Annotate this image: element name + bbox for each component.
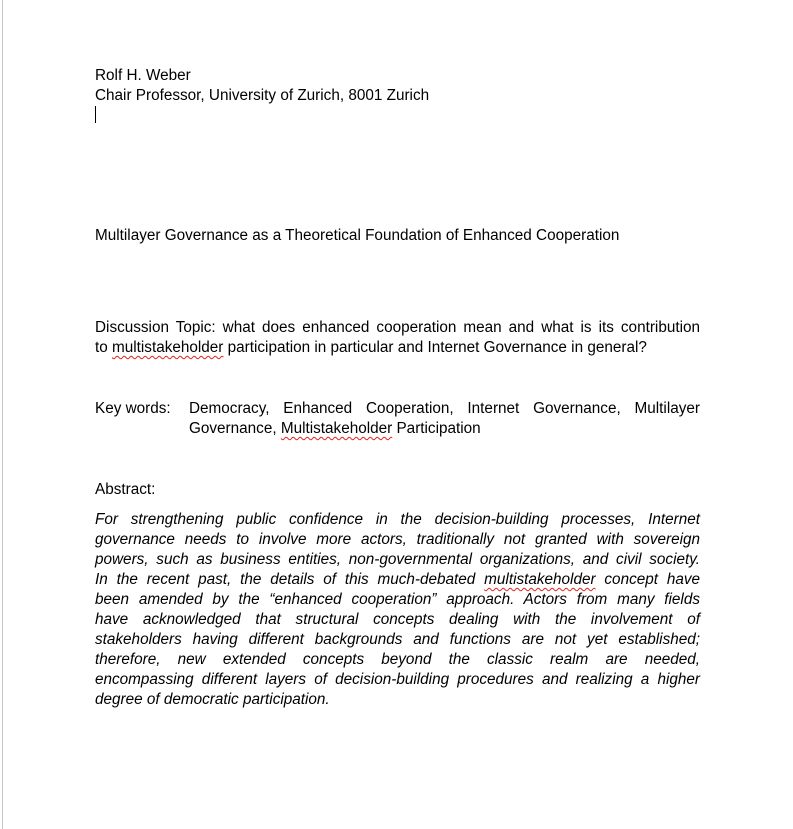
text: participation in particular and Internet Governance in general? — [223, 339, 647, 356]
keywords-line-2 — [189, 419, 481, 439]
abstract-heading: Abstract: — [95, 481, 156, 498]
page-edge — [2, 0, 3, 829]
abstract-line: been amended by the “enhanced cooperation” approach. Actors from many fields — [95, 591, 700, 608]
discussion-topic-line-1: Discussion Topic: what does enhanced cooperation mean and what is its contribution — [95, 319, 700, 336]
keywords-label: Key words: — [95, 400, 171, 417]
discussion-topic-line-2 — [95, 338, 647, 358]
document-title: Multilayer Governance as a Theoretical Foundation of Enhanced Cooperation — [95, 227, 620, 244]
abstract-line: For strengthening public confidence in the decision-building processes, Internet — [95, 511, 700, 528]
abstract-line: have acknowledged that structural concepts dealing with the involvement of — [95, 611, 700, 628]
text: In the recent past, the details of this much-debated — [95, 571, 485, 588]
keywords-line-1: Democracy, Enhanced Cooperation, Internet Governance, Multilayer — [189, 400, 700, 417]
misspelled-word[interactable]: multistakeholder — [484, 571, 596, 588]
text: Governance, — [189, 420, 281, 437]
abstract-line: therefore, new extended concepts beyond the classic realm are needed, — [95, 651, 700, 668]
text: to — [95, 339, 113, 356]
text: concept have — [595, 571, 701, 588]
author-affiliation: Chair Professor, University of Zurich, 8001 Zurich — [95, 87, 430, 104]
misspelled-word[interactable]: multistakeholder — [112, 339, 224, 356]
abstract-line: governance needs to involve more actors, traditionally not granted with sovereign — [95, 531, 700, 548]
abstract-line — [95, 570, 700, 590]
abstract-line: powers, such as business entities, non-governmental organizations, and civil society. — [95, 551, 700, 568]
misspelled-word[interactable]: Multistakeholder — [280, 420, 393, 437]
author-name: Rolf H. Weber — [95, 67, 191, 84]
abstract-line: stakeholders having different backgrounds and functions are not yet established; — [95, 631, 700, 648]
abstract-line: encompassing different layers of decision-building procedures and realizing a higher — [95, 671, 700, 688]
text-cursor — [95, 106, 96, 123]
text: Participation — [392, 420, 481, 437]
abstract-line: degree of democratic participation. — [95, 691, 330, 708]
